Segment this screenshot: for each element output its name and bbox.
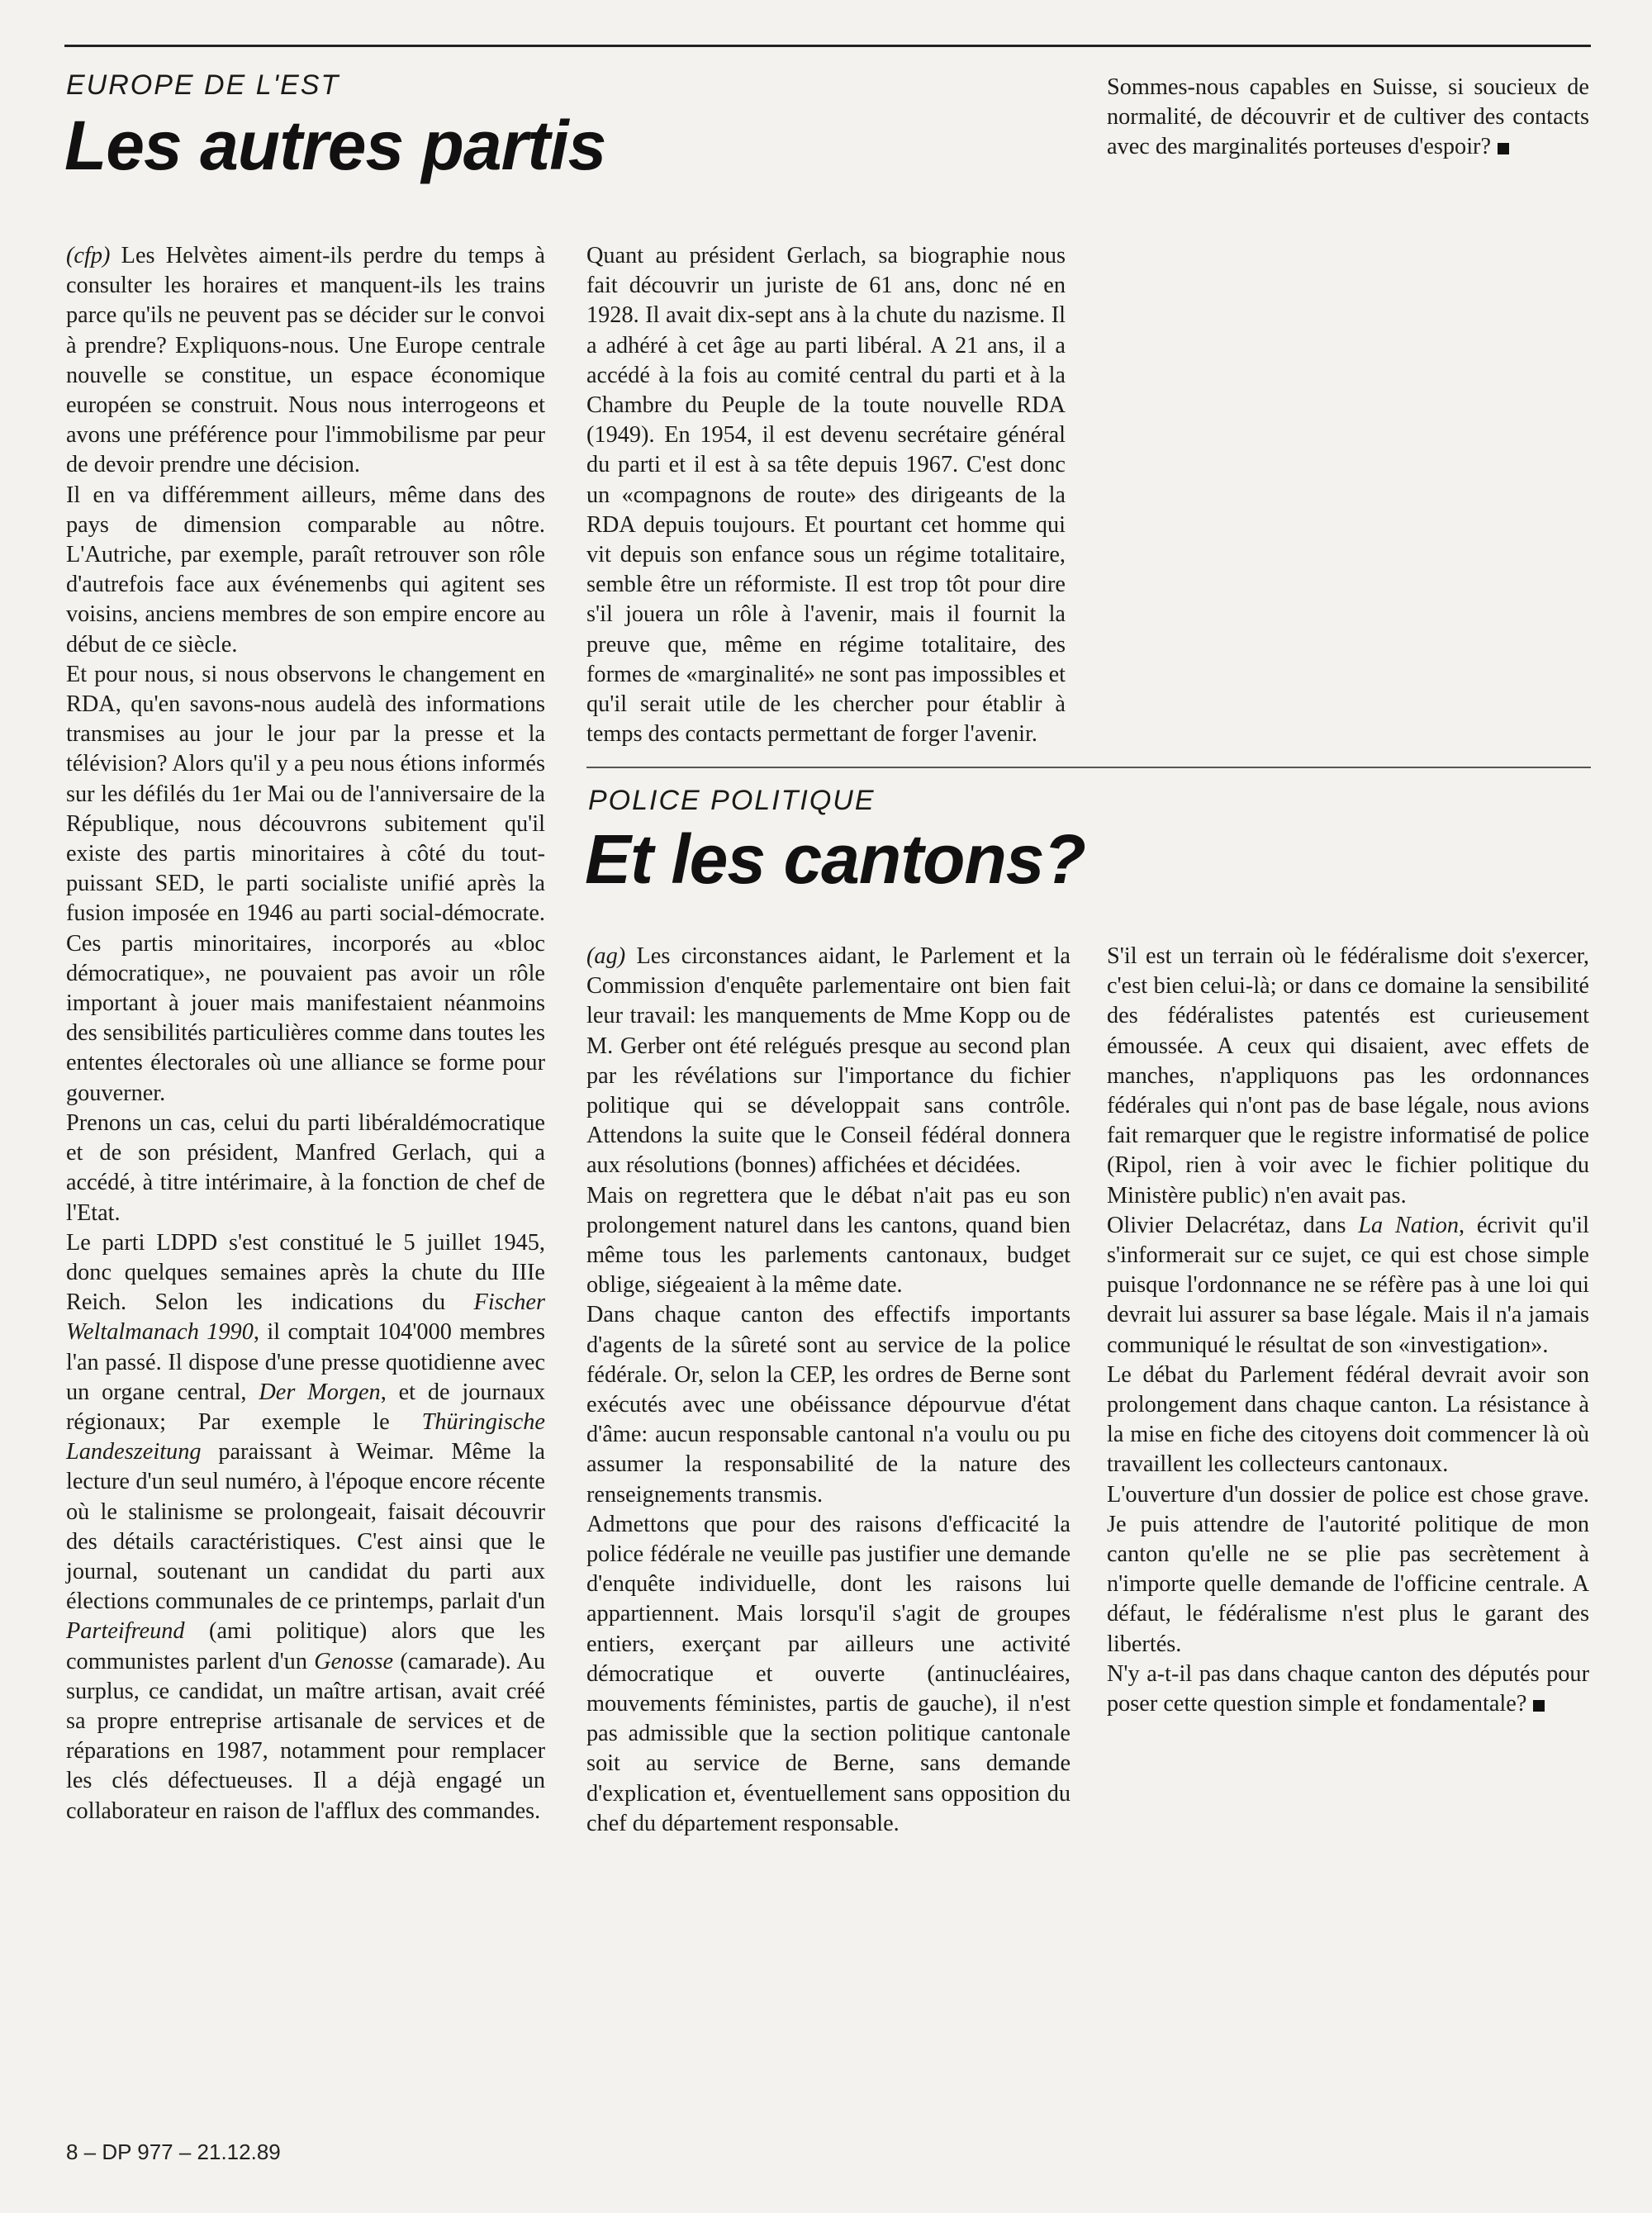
article1-paragraph-1: (cfp) Les Helvètes aiment-ils perdre du temps à consulter les horaires et manquent-ils les trains parce qu'ils ne peuvent pas se décider sur le convoi à prendre? Expliquons-nous. Une Europe centrale nouvelle se constitue, un espace économique européen se construit. Nous nous interrogeons et avons une préférence pour l'immobilisme par peur de devoir prendre une décision. bbox=[66, 243, 545, 478]
article2-paragraph-4: Admettons que pour des raisons d'efficacité la police fédérale ne veuille pas justifier une demande d'enquête individuelle, dont les raisons lui appartiennent. Mais lorsqu'il s'agit de groupes entiers, exerçant par ailleurs une activité démocratique et ouverte (antinucléaires, mouvements féministes, partis de gauche), il n'est pas admissible que la section politique cantonale soit au service de Berne, sans demande d'explication et, éventuellement sans opposition du chef du département responsable. bbox=[586, 1511, 1070, 1836]
article2-paragraph-8: L'ouverture d'un dossier de police est chose grave. Je puis attendre de l'autorité politique de mon canton qu'elle ne se plie pas secrètement à n'importe quelle demande de l'officine centrale. A défaut, le fédéralisme n'est plus le garant des libertés. bbox=[1107, 1481, 1589, 1657]
article2-kicker: POLICE POLITIQUE bbox=[588, 785, 876, 816]
article1-column-2-3 bbox=[586, 241, 1066, 749]
article1-column-3 bbox=[1107, 73, 1589, 163]
article1-title: Les autres partis bbox=[64, 107, 606, 184]
article2-paragraph-6: Olivier Delacrétaz, dans La Nation, écrivit qu'il s'informerait sur ce sujet, ce qui est chose simple puisque l'ordonnance ne se réfère pas à une loi qui devrait lui assurer sa base légale. Mais il n'a jamais communiqué le résultat de son «investigation». bbox=[1107, 1212, 1589, 1358]
article1-paragraph-4: Prenons un cas, celui du parti libéraldémocratique et de son président, Manfred Gerlach, qui a accédé, à titre intérimaire, à la fonction de chef de l'Etat. bbox=[66, 1109, 545, 1226]
article2-title: Et les cantons? bbox=[585, 820, 1085, 898]
article1-paragraph-5: Le parti LDPD s'est constitué le 5 juillet 1945, donc quelques semaines après la chute du IIIe Reich. Selon les indications du Fischer Weltalmanach 1990, il comptait 104'000 membres l'an passé. Il dispose d'une presse quotidienne avec un organe central, Der Morgen, et de journaux régionaux; Par exemple le Thüringische Landeszeitung paraissant à Weimar. Même la lecture d'un seul numéro, à l'époque encore récente où le stalinisme se prolongeait, faisait découvrir des détails caractéristiques. C'est ainsi que le journal, soutenant un candidat du parti aux élections communales de ce printemps, parlait d'un Parteifreund (ami politique) alors que les communistes parlent d'un Genosse (camarade). Au surplus, ce candidat, un maître artisan, avait créé sa propre entreprise artisanale de services et de réparations en 1987, notamment pour remplacer les clés défectueuses. Il a déjà engagé un collaborateur en raison de l'afflux des commandes. bbox=[66, 1229, 546, 1824]
article2-column-2 bbox=[1107, 942, 1589, 1719]
article2-paragraph-3: Dans chaque canton des effectifs importants d'agents de la sûreté sont au service de la police fédérale. Or, selon la CEP, les ordres de Berne sont exécutés avec une obéissance dépourvue d'état d'âme: aucun responsable cantonal n'a voulu ou pu assumer la responsabilité de la nature des renseignements transmis. bbox=[586, 1302, 1070, 1508]
article1-kicker: EUROPE DE L'EST bbox=[66, 69, 340, 101]
page-footer: 8 – DP 977 – 21.12.89 bbox=[66, 2139, 281, 2164]
article1-paragraph-2: Il en va différemment ailleurs, même dans des pays de dimension comparable au nôtre. L'Autriche, par exemple, paraît retrouver son rôle d'autrefois face aux événemenbs qui agitent ses voisins, anciens membres de son empire encore au début de ce siècle. bbox=[66, 482, 545, 658]
article2-paragraph-1: (ag) Les circonstances aidant, le Parlement et la Commission d'enquête parlementaire ont bien fait leur travail: les manquements de Mme Kopp ou de M. Gerber ont été relégués presque au second plan par les révélations sur l'importance du fichier politique qui se développait sans contrôle. Attendons la suite que le Conseil fédéral donnera aux résolutions (bonnes) affichées et décidées. bbox=[586, 943, 1070, 1179]
article2-column-1 bbox=[586, 942, 1070, 1839]
top-rule bbox=[64, 45, 1591, 47]
end-mark-icon bbox=[1498, 143, 1509, 154]
article2-paragraph-7: Le débat du Parlement fédéral devrait avoir son prolongement dans chaque canton. La résistance à la mise en fiche des citoyens doit commencer là où travaillent les collecteurs cantonaux. bbox=[1107, 1361, 1589, 1478]
article1-paragraph-3: Et pour nous, si nous observons le changement en RDA, qu'en savons-nous audelà des informations transmises au jour le jour par la presse et la télévision? Alors qu'il y a peu nous étions informés sur les défilés du 1er Mai ou de l'anniversaire de la République, nous découvrons subitement qu'il existe des partis minoritaires à côté du tout-puissant SED, le parti socialiste unifié après la fusion imposée en 1946 au parti social-démocrate. Ces partis minoritaires, incorporés au «bloc démocratique», ne pouvaient pas avoir un rôle important à jouer mais manifestaient néanmoins des sensibilités particulières comme dans toutes les ententes électorales où une alliance se forme pour gouverner. bbox=[66, 661, 545, 1106]
article1-column-1 bbox=[66, 241, 545, 1826]
article2-paragraph-5: S'il est un terrain où le fédéralisme doit s'exercer, c'est bien celui-là; or dans ce domaine la sensibilité des fédéralistes patentés est curieusement émoussée. A ceux qui disaient, avec effets de manches, n'appliquons pas les ordonnances fédérales qui n'ont pas de base légale, nous avions fait remarquer que le registre informatisé de police (Ripol, rien à voir avec le fichier politique du Ministère public) n'en avait pas. bbox=[1107, 943, 1589, 1209]
article1-paragraph-7: Sommes-nous capables en Suisse, si soucieux de normalité, de découvrir et de cultiver des contacts avec des marginalités porteuses d'espoir? bbox=[1107, 74, 1589, 160]
article2-paragraph-9: N'y a-t-il pas dans chaque canton des députés pour poser cette question simple et fondamentale? bbox=[1107, 1660, 1589, 1717]
article-divider bbox=[586, 767, 1591, 768]
end-mark-icon bbox=[1533, 1700, 1545, 1712]
article1-paragraph-6: Quant au président Gerlach, sa biographie nous fait découvrir un juriste de 61 ans, donc né en 1928. Il avait dix-sept ans à la chute du nazisme. Il a adhéré à cet âge au parti libéral. A 21 ans, il a accédé à la fois au comité central du parti et à la Chambre du Peuple de la toute nouvelle RDA (1949). En 1954, il est devenu secrétaire général du parti et il est à sa tête depuis 1967. C'est donc un «compagnons de route» des dirigeants de la RDA depuis toujours. Et pourtant cet homme qui vit depuis son enfance sous un régime totalitaire, semble être un réformiste. Il est trop tôt pour dire s'il jouera un rôle à l'avenir, mais il fournit la preuve que, même en régime totalitaire, des formes de «marginalité» ne sont pas impossibles et qu'il serait utile de les chercher pour établir à temps des contacts permettant de forger l'avenir. bbox=[586, 243, 1066, 748]
article2-paragraph-2: Mais on regrettera que le débat n'ait pas eu son prolongement naturel dans les cantons, quand bien même tous les parlements cantonaux, budget oblige, siégeaient à la même date. bbox=[586, 1182, 1070, 1299]
